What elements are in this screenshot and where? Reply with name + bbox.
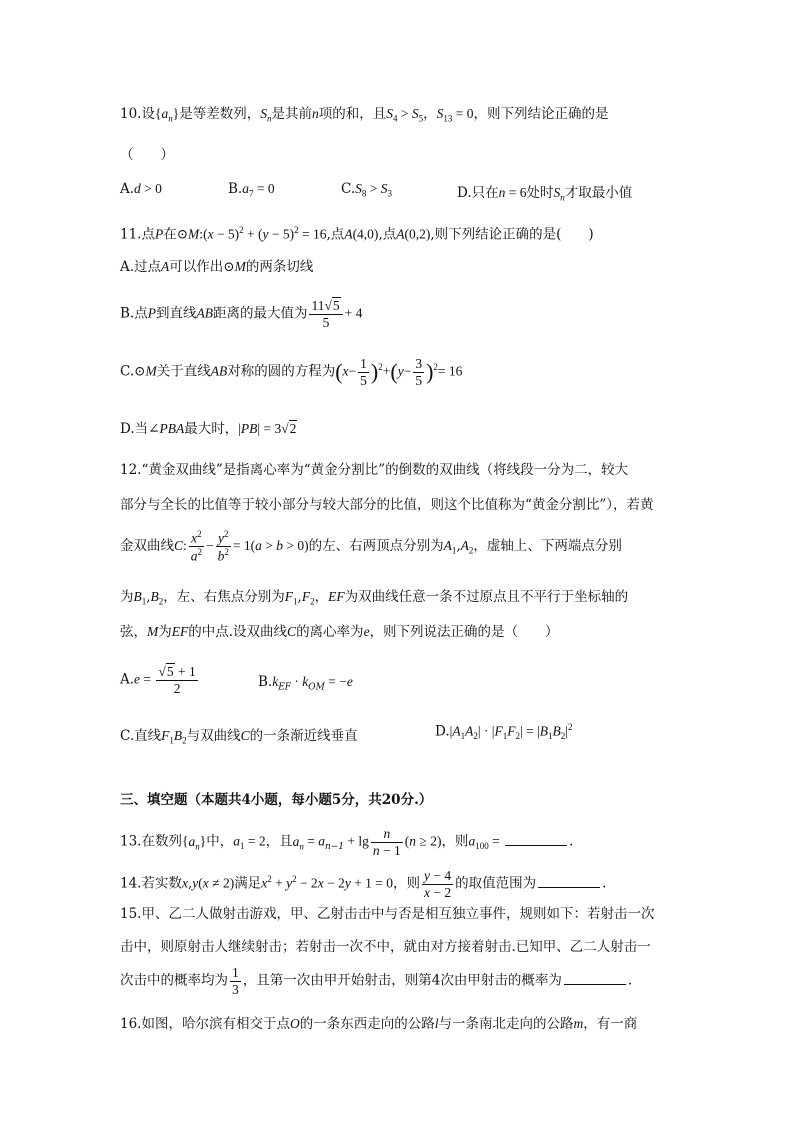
q10-option-d: D.只在n = 6处时$S_n$才取最小值 xyxy=(457,185,633,203)
q11-stem: 11.点P在⊙M:(x − $5)^2 + (y - 5)^2 = 16$,点A(4,0),点A(0,2),则下列结论正确的是( ) xyxy=(120,225,594,243)
q12-option-a: A.e = $\frac{√5 + 1}{2}$ xyxy=(120,664,196,696)
q10-paren: （ ） xyxy=(120,147,174,163)
q12-option-b: $B.k_{EF} \cdot k_{OM} = -e$ xyxy=(258,674,353,693)
q11-option-c: C.⊙M关于直线AB对称的圆的方程为(x− $\frac{1}{5}$ )$^2$+(y− $\frac{3}{5}$ )$^2$= 16 xyxy=(120,356,463,388)
section3-heading: 三、填空题（本题共4小题，每小题5分，共20分.） xyxy=(120,792,433,808)
q12-line1: 12.“黄金双曲线”是指离心率为“黄金分割比”的倒数的双曲线（将线段一分为二，较大 xyxy=(120,462,629,478)
q16-text: 16.如图，哈尔滨有相交于点O的一条东西走向的公路l与一条南北走向的公路m，有一商 xyxy=(120,1016,638,1032)
q14-text: 14.若实数x,y(x ≠ 2)满足$x^2 + y^2 - 2x - 2y + 1 = 0$，则 $\frac{y - 4}{x - 2}$ 的取值范围为 . xyxy=(120,868,607,900)
q11-option-a: A.过点A可以作出⊙M的两条切线 xyxy=(120,259,314,275)
q12-line5: 弦，M为EF的中点.设双曲线C的离心率为e，则下列说法正确的是（ ） xyxy=(120,624,559,640)
q10-option-b: $B.a_7 = 0$ xyxy=(228,181,275,199)
q13-text: 13.在数列$\{a_n\}$中，$a_1 = 2$，且$a_n = a_{n-1} + \lg$ $\frac{n}{n - 1}$ (n ≥ 2)，则$a_{100}$ = . xyxy=(120,826,574,858)
q15-line2: 击中，则原射击人继续射击；若射击一次不中，就由对方接着射击.已知甲、乙二人射击一 xyxy=(120,939,651,955)
q10-option-a: A.d > 0 xyxy=(120,181,162,197)
q15-line3: 次击中的概率均为 $\frac{1}{3}$ ，且第一次由甲开始射击，则第4次由甲射击的概率为 . xyxy=(120,965,633,997)
q12-option-d: $D.|A_1A_2| \cdot |F_1F_2| = |B_1B_2|^2$ xyxy=(435,722,573,742)
q11-option-d: D.当∠PBA最大时，|PB| = 3√2 xyxy=(120,421,297,437)
q12-line4: 为$B_1,B_2$，左、右焦点分别为$F_1,F_2$，EF为双曲线任意一条不过原点且不平行于坐标轴的 xyxy=(120,589,629,607)
q12-option-c: C.直线$F_1B_2$与双曲线C的一条渐近线垂直 xyxy=(120,728,358,746)
q12-line3: 金双曲线C: $\frac{x^2}{a^2}$ − $\frac{y^2}{b^2}$ = 1(a > b > 0)的左、右两顶点分别为$A_1,A_2$，虚轴上、下两端点分别 xyxy=(120,529,622,564)
q12-line2: 部分与全长的比值等于较小部分与较大部分的比值，则这个比值称为“黄金分割比”），若黄 xyxy=(120,497,654,513)
q11-option-b: B.点P到直线AB距离的最大值为 $\frac{11√5}{5}$ + 4 xyxy=(120,298,363,330)
q10-option-c: $C.S_8 > S_3$ xyxy=(341,181,393,199)
q10-stem: 10.设$\{a_n\}$是等差数列，$S_n$是其前n项的和，且$S_4 > S_5$，$S_{13} = 0$，则下列结论正确的是 xyxy=(120,106,609,124)
q15-line1: 15.甲、乙二人做射击游戏，甲、乙射击击中与否是相互独立事件，规则如下：若射击一次 xyxy=(120,906,655,922)
